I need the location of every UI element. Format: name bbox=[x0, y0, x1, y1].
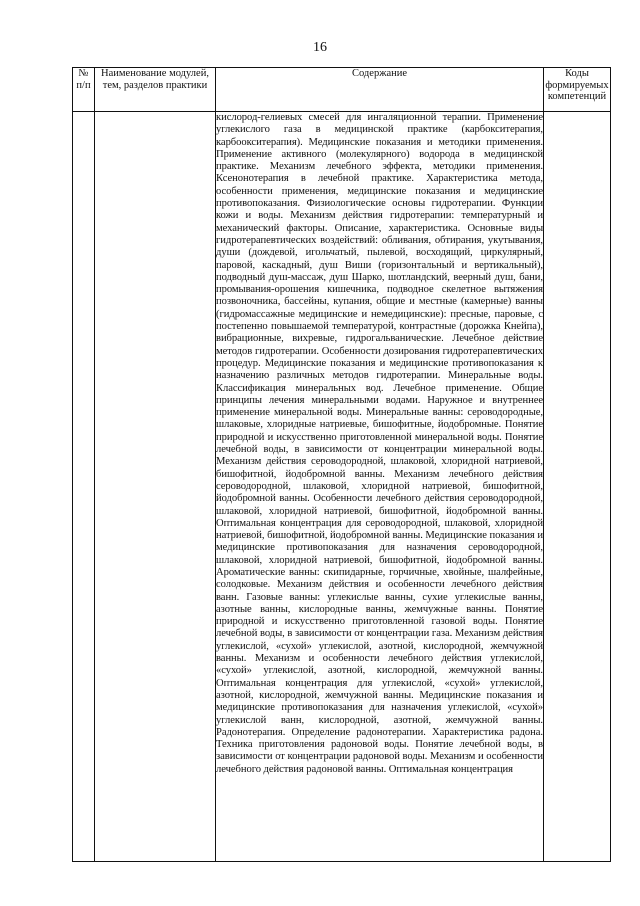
cell-module-name bbox=[95, 112, 216, 862]
cell-content: кислород-гелиевых смесей для ингаляционной терапии. Применение углекислого газа в медицинской практике (карбокситерапия, карбоокситерапия). Медицинские показания и методики применения. Применение активного (молекулярного) водорода в медицинской практике. Механизм лечебного эффекта, методики применения. Ксенонотерапия в лечебной практике. Характеристика метода, особенности применения, медицинские показания и медицинские противопоказания. Физиологические основы гидротерапии. Функции кожи и воды. Механизм действия гидротерапии: температурный и механический факторы. Описание, характеристика. Основные виды гидротерапевтических воздействий: обливания, обтирания, укутывания, души (дождевой, игольчатый, пылевой, восходящий, циркулярный, паровой, каскадный, душ Виши (горизонтальный и вертикальный), подводный душ-массаж, душ Шарко, шотландский, веерный душ, бани, промывания-орошения кишечника, подводное скелетное вытяжения позвоночника, бассейны, купания, общие и местные (камерные) ванны (гидромассажные медицинские и немедицинские): пресные, паровые, с постепенно повышаемой температурой, контрастные (дорожка Кнейпа), вибрационные, вихревые, гидрогальванические. Лечебное действие методов гидротерапии. Особенности дозирования гидротерапевтических процедур. Медицинские показания и медицинские противопоказания к назначению различных методов гидротерапии. Минеральные воды. Классификация минеральных вод. Лечебное применение. Общие принципы лечения минеральными водами. Наружное и внутреннее применение минеральной воды. Минеральные ванны: сероводородные, шлаковые, хлоридные натриевые, бишофитные, йодобромные. Понятие природной и искусственно приготовленной минеральной воды. Понятие лечебной воды, в зависимости от концентрации минеральной воды. Механизм действия сероводородной, шлаковой, хлоридной натриевой, бишофитной, йодобромной ванны. Механизм лечебного действия сероводородной, шлаковой, хлоридной натриевой, бишофитной, йодобромной ванны. Особенности лечебного действия сероводородной, шлаковой, хлоридной натриевой, бишофитной, йодобромной ванны. Оптимальная концентрация для сероводородной, шлаковой, хлоридной натриевой, бишофитной, йодобромной ванны. Медицинские показания и медицинские противопоказания для назначения сероводородной, шлаковой, хлоридной натриевой, бишофитной, йодобромной ванны. Ароматические ванны: скипидарные, горчичные, хвойные, шалфейные, солодковые. Механизм действия и особенности лечебного действия ванн. Газовые ванны: углекислые ванны, сухие углекислые ванны, азотные ванны, кислородные ванны, жемчужные ванны. Понятие природной и искусственно приготовленной газовой воды. Понятие лечебной воды, в зависимости от концентрации газа. Механизм действия углекислой, «сухой» углекислой, азотной, кислородной, жемчужной ванны. Механизм и особенности лечебного действия углекислой, «сухой» углекислой, азотной, кислородной, жемчужной ванны. Оптимальная концентрация для углекислой, «сухой» углекислой, азотной, кислородной, жемчужной ванны. Медицинские показания и медицинские противопоказания для назначения углекислой, «сухой» углекислой ванн, кислородной, азотной, жемчужной ванны. Радонотерапия. Определение радонотерапии. Характеристика радона. Техника приготовления радоновой воды. Понятие лечебной воды, в зависимости от концентрации радоновой воды. Механизм и особенности лечебного действия радоновой ванны. Оптимальная концентрация bbox=[216, 112, 544, 862]
header-number: № п/п bbox=[73, 68, 95, 112]
header-module-name: Наименование модулей, тем, разделов практики bbox=[95, 68, 216, 112]
cell-competence-codes bbox=[544, 112, 611, 862]
curriculum-table bbox=[72, 67, 611, 862]
header-content: Содержание bbox=[216, 68, 544, 112]
header-competence-codes: Коды формируемых компетенций bbox=[544, 68, 611, 112]
table-row bbox=[73, 112, 611, 862]
cell-number bbox=[73, 112, 95, 862]
page-number: 16 bbox=[313, 40, 327, 55]
table-header-row bbox=[73, 68, 611, 112]
